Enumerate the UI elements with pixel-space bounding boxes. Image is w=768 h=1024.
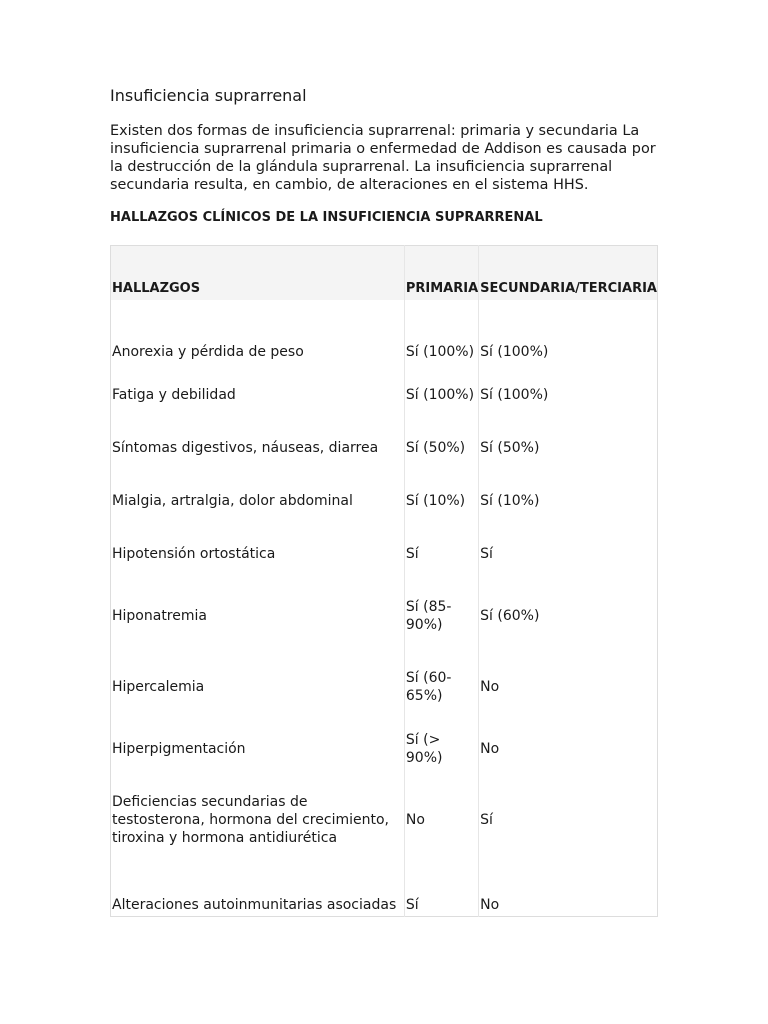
table-header-row xyxy=(111,246,658,300)
finding-cell: Hipotensión ortostática xyxy=(112,546,276,562)
finding-cell: Alteraciones autoinmunitarias asociadas xyxy=(112,897,397,913)
table-row xyxy=(111,369,658,422)
header-primary: PRIMARIA xyxy=(404,246,478,300)
secondary-cell: No xyxy=(479,652,658,723)
secondary-cell: Sí (60%) xyxy=(479,581,658,652)
page-title: Insuficiencia suprarrenal xyxy=(110,86,307,105)
finding-cell: Anorexia y pérdida de peso xyxy=(112,343,304,360)
primary-cell: Sí (> 90%) xyxy=(404,723,478,776)
secondary-cell: Sí (10%) xyxy=(479,475,658,528)
finding-cell: Hiponatremia xyxy=(112,608,207,624)
primary-cell: Sí (100%) xyxy=(404,369,478,422)
table-row xyxy=(111,300,658,369)
primary-cell: Sí (50%) xyxy=(404,422,478,475)
secondary-cell: No xyxy=(479,723,658,776)
finding-cell: Mialgia, artralgia, dolor abdominal xyxy=(112,493,353,509)
table-row xyxy=(111,864,658,917)
section-heading: HALLAZGOS CLÍNICOS DE LA INSUFICIENCIA SUPRARRENAL xyxy=(110,210,543,225)
intro-paragraph: Existen dos formas de insuficiencia suprarrenal: primaria y secundaria La insuficiencia suprarrenal primaria o enfermedad de Addison es causada por la destrucción de la glándula suprarrenal. La insuficiencia suprarrenal secundaria resulta, en cambio, de alteraciones en el sistema HHS. xyxy=(110,123,656,193)
secondary-cell: Sí (100%) xyxy=(479,369,658,422)
primary-cell: Sí xyxy=(404,528,478,581)
table-row xyxy=(111,528,658,581)
primary-cell: Sí (85-90%) xyxy=(404,581,478,652)
header-secondary: SECUNDARIA/TERCIARIA xyxy=(479,246,658,300)
finding-cell: Síntomas digestivos, náuseas, diarrea xyxy=(112,440,379,456)
clinical-findings-table xyxy=(110,245,658,917)
primary-cell: Sí (100%) xyxy=(404,300,478,369)
table-row xyxy=(111,475,658,528)
finding-cell: Hiperpigmentación xyxy=(112,741,246,757)
secondary-cell: Sí (100%) xyxy=(479,300,658,369)
table-row xyxy=(111,776,658,864)
primary-cell: Sí (60-65%) xyxy=(404,652,478,723)
finding-cell: Hipercalemia xyxy=(112,679,205,695)
primary-cell: Sí xyxy=(404,864,478,917)
header-findings: HALLAZGOS xyxy=(112,280,201,296)
table-row xyxy=(111,723,658,776)
secondary-cell: No xyxy=(479,864,658,917)
table-header xyxy=(111,246,658,300)
table-body xyxy=(111,300,658,917)
table-row xyxy=(111,422,658,475)
finding-cell: Deficiencias secundarias de testosterona, hormona del crecimiento, tiroxina y hormona antidiurética xyxy=(112,793,389,846)
table-row xyxy=(111,581,658,652)
finding-cell: Fatiga y debilidad xyxy=(112,387,236,403)
primary-cell: Sí (10%) xyxy=(404,475,478,528)
secondary-cell: Sí xyxy=(479,776,658,864)
primary-cell: No xyxy=(404,776,478,864)
secondary-cell: Sí xyxy=(479,528,658,581)
table-row xyxy=(111,652,658,723)
secondary-cell: Sí (50%) xyxy=(479,422,658,475)
